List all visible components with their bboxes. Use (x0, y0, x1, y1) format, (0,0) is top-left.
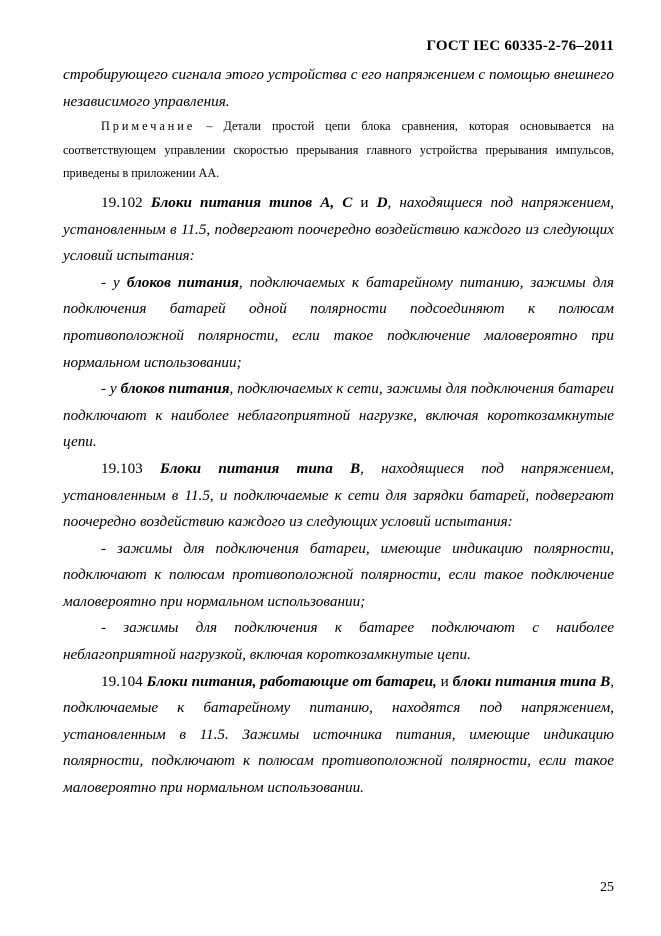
clause-19-103-number: 19.103 (101, 459, 143, 477)
clause-19-102-number: 19.102 (101, 193, 143, 211)
clause-19-104-number: 19.104 (101, 672, 143, 690)
clause-19-102-item-2: - у блоков питания, подключаемых к сети, зажимы для подключения батареи подключают к наиболее неблагоприятной нагрузке, включая короткозамкнутые цепи. (63, 380, 614, 451)
clause-19-104: 19.104 Блоки питания, работающие от батареи, и блоки питания типа B, подключаемые к батарейному питанию, находятся под напряжением, установленным в 11.5. Зажимы источника питания, имеющие индикацию полярности, подключают к полюсам противоположной полярности, если такое маловероятно при нормальном использовании. (63, 672, 614, 797)
clause-19-103-term: Блоки питания типа B (159, 459, 361, 477)
document-header: ГОСТ IEC 60335-2-76–2011 (426, 38, 614, 54)
clause-19-103-text: , находящиеся под напряжением, установленным в 11.5, и подключаемые к сети для зарядки батарей, подвергают поочередно воздействию каждого из следующих условий испытания: (63, 459, 614, 531)
continuation-paragraph: стробирующего сигнала этого устройства с его напряжением с помощью внешнего независимого управления. (63, 66, 614, 110)
clause-19-104-text: , подключаемые к батарейному питанию, находятся под напряжением, установленным в 11.5. Зажимы источника питания, имеющие индикацию полярности, подключают к полюсам противоположной полярности, если такое маловероятно при нормальном использовании. (63, 672, 614, 797)
clause-19-104-term2: блоки питания типа B (452, 672, 611, 690)
page-content (63, 62, 614, 802)
clause-19-102-item-1: - у блоков питания, подключаемых к батарейному питанию, зажимы для подключения батарей одной полярности подсоединяют к полюсам противоположной полярности, если такое подключение маловероятно при нормальном использовании; (63, 273, 614, 371)
clause-19-103-item-2: - зажимы для подключения к батарее подключают с наиболее неблагоприятной нагрузкой, включая короткозамкнутые цепи. (63, 619, 614, 664)
clause-19-103 (63, 456, 614, 536)
page-number: 25 (600, 880, 614, 895)
clause-19-102-term: Блоки питания типов A, C (150, 193, 353, 211)
clause-19-102-term2: D (376, 193, 388, 211)
clause-19-104-term: Блоки питания, работающие от батареи, (146, 672, 437, 690)
note-label: Примечание (101, 119, 196, 134)
clause-19-103-item-1: - зажимы для подключения батареи, имеющие индикацию полярности, подключают к полюсам противоположной полярности, если такое подключение маловероятно при нормальном использовании; (63, 539, 614, 610)
note-text: – Детали простой цепи блока сравнения, которая основывается на соответствующем управлении скоростью прерывания главного устройства прерывания импульсов, приведены в приложении АА. (63, 119, 614, 181)
clause-19-102-text: , находящиеся под напряжением, установленным в 11.5, подвергают поочередно воздействию каждого из следующих условий испытания: (63, 193, 614, 265)
clause-19-102: 19.102 Блоки питания типов A, C и D, находящиеся под напряжением, установленным в 11.5, подвергают поочередно воздействию каждого из следующих условий испытания: (63, 193, 614, 265)
note-paragraph (63, 115, 614, 190)
